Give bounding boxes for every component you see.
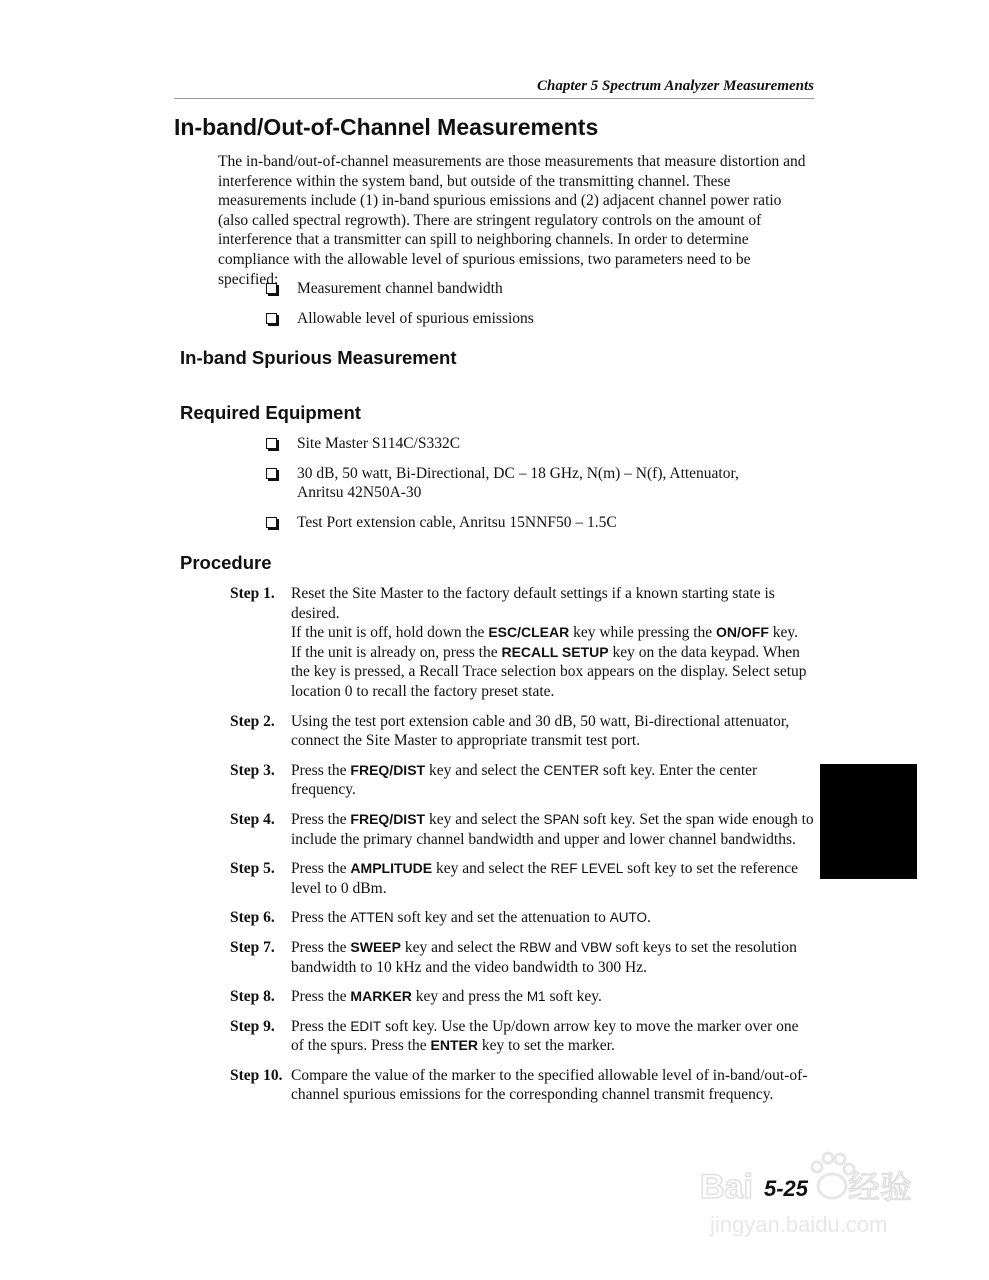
key-on-off: ON/OFF [716, 624, 769, 641]
step-8: Step 8. Press the MARKER key and press the M1 soft key. [230, 988, 602, 1006]
intro-paragraph: The in-band/out-of-channel measurements are those measurements that measure distortion and interference within the system band, but outside of the transmitting channel. These measurements include (1) in-band spurious emissions and (2) adjacent channel power ratio (also called spectral regrowth). There are stringent regulatory controls on the amount of interference that a transmitter can spill to neighboring channels. In order to determine compliance with the allowable level of spurious emissions, two parameters need to be specified: [218, 153, 806, 288]
checkbox-bullet-icon [266, 438, 277, 449]
checkbox-bullet-icon [266, 468, 277, 479]
key-recall-setup: RECALL SETUP [501, 643, 609, 660]
step-2: Step 2. Using the test port extension cable and 30 dB, 50 watt, Bi-directional attenuator, connect the Site Master to appropriate transmit test port. [230, 712, 790, 750]
softkey-auto: AUTO [609, 910, 648, 926]
key-amplitude: AMPLITUDE [350, 860, 433, 877]
list-item: Test Port extension cable, Anritsu 15NNF50 – 1.5C [266, 513, 767, 533]
key-marker: MARKER [350, 988, 412, 1005]
checkbox-bullet-icon [266, 313, 277, 324]
list-item: Site Master S114C/S332C [266, 434, 767, 454]
page-title: In-band/Out-of-Channel Measurements [174, 114, 599, 140]
softkey-edit: EDIT [350, 1018, 382, 1034]
key-sweep: SWEEP [350, 938, 401, 955]
list-item: Allowable level of spurious emissions [266, 309, 534, 329]
key-enter: ENTER [430, 1037, 478, 1054]
chapter-title: Chapter 5 Spectrum Analyzer Measurements [537, 78, 814, 94]
key-esc-clear: ESC/CLEAR [488, 624, 570, 641]
softkey-center: CENTER [543, 762, 599, 778]
softkey-atten: ATTEN [350, 910, 394, 926]
step-5: Step 5. Press the AMPLITUDE key and select the REF LEVEL soft key to set the reference level to 0 dBm. [230, 860, 798, 897]
softkey-m1: M1 [526, 989, 546, 1005]
softkey-ref-level: REF LEVEL [550, 861, 624, 877]
watermark-url: jingyan.baidu.com [710, 1212, 888, 1237]
list-item: 30 dB, 50 watt, Bi-Directional, DC – 18 GHz, N(m) – N(f), Attenuator, Anritsu 42N50A-30 [266, 464, 767, 503]
watermark-brand: Bai [700, 1168, 753, 1206]
softkey-rbw: RBW [519, 939, 551, 955]
checkbox-bullet-icon [266, 517, 277, 528]
section-heading-procedure: Procedure [180, 552, 272, 573]
page-number: 5-25 [764, 1176, 809, 1201]
step-6: Step 6. Press the ATTEN soft key and set the attenuation to AUTO. [230, 909, 651, 927]
step-1: Step 1. Reset the Site Master to the factory default settings if a known starting state is desired. If the unit is off, hold down the ESC/CLEAR key while pressing the ON/OFF key. If the unit is already on, press the RECALL SETUP key on the data keypad. When the key is pressed, a Recall Trace selection box appears on the display. Select setup location 0 to recall the factory preset state. [230, 585, 807, 700]
key-freq-dist: FREQ/DIST [350, 761, 426, 778]
watermark-brand-cn: 经验 [848, 1168, 913, 1206]
checkbox-bullet-icon [266, 283, 277, 294]
step-7: Step 7. Press the SWEEP key and select the RBW and VBW soft keys to set the resolution bandwidth to 10 kHz and the video bandwidth to 300 Hz. [230, 938, 797, 976]
equipment-list [266, 434, 767, 542]
key-freq-dist: FREQ/DIST [350, 810, 426, 827]
step-10: Step 10. Compare the value of the marker to the specified allowable level of in-band/out-of-channel spurious emissions for the corresponding channel transmit frequency. [230, 1066, 808, 1104]
softkey-span: SPAN [543, 811, 580, 827]
section-heading-spurious: In-band Spurious Measurement [180, 347, 457, 368]
step-9: Step 9. Press the EDIT soft key. Use the Up/down arrow key to move the marker over one of the spurs. Press the ENTER key to set the marker. [230, 1017, 799, 1055]
step-3: Step 3. Press the FREQ/DIST key and select the CENTER soft key. Enter the center frequency. [230, 761, 758, 799]
step-4: Step 4. Press the FREQ/DIST key and select the SPAN soft key. Set the span wide enough to include the primary channel bandwidth and upper and lower channel bandwidths. [230, 810, 814, 848]
running-header [174, 76, 814, 99]
chapter-thumb-tab [820, 764, 917, 879]
softkey-vbw: VBW [581, 939, 612, 955]
list-item: Measurement channel bandwidth [266, 279, 534, 299]
baidu-watermark-icon [700, 1140, 930, 1240]
procedure-steps [230, 584, 815, 1115]
parameter-list [266, 279, 534, 338]
section-heading-equipment: Required Equipment [180, 402, 361, 423]
